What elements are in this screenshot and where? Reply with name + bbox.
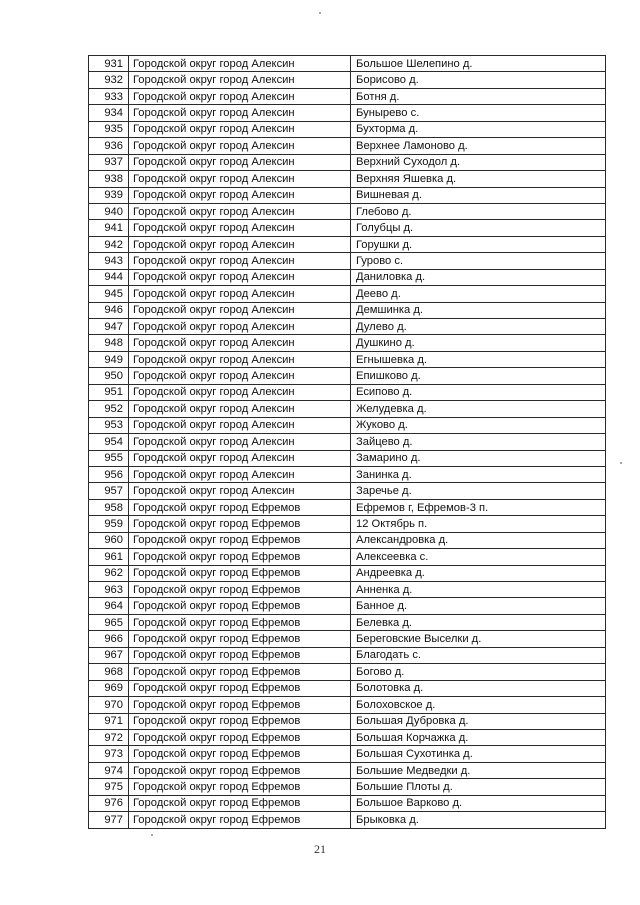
table-row (89, 171, 606, 187)
district-cell: Городской округ город Ефремов (129, 516, 351, 532)
scan-speck (319, 12, 321, 14)
row-number-cell: 942 (89, 236, 129, 252)
table-row (89, 203, 606, 219)
row-number-cell: 934 (89, 105, 129, 121)
row-number-cell: 939 (89, 187, 129, 203)
table-row (89, 466, 606, 482)
settlement-cell: Гурово с. (351, 253, 606, 269)
settlement-cell: Глебово д. (351, 203, 606, 219)
district-cell: Городской округ город Ефремов (129, 614, 351, 630)
district-cell: Городской округ город Ефремов (129, 532, 351, 548)
table-row (89, 697, 606, 713)
row-number-cell: 968 (89, 664, 129, 680)
row-number-cell: 973 (89, 746, 129, 762)
settlement-cell: Верхняя Яшевка д. (351, 171, 606, 187)
district-cell: Городской округ город Ефремов (129, 713, 351, 729)
district-cell: Городской округ город Алексин (129, 450, 351, 466)
settlement-cell: Занинка д. (351, 466, 606, 482)
table-row (89, 532, 606, 548)
district-cell: Городской округ город Алексин (129, 384, 351, 400)
row-number-cell: 975 (89, 779, 129, 795)
district-cell: Городской округ город Алексин (129, 203, 351, 219)
table-row (89, 565, 606, 581)
table-row (89, 680, 606, 696)
row-number-cell: 945 (89, 286, 129, 302)
settlement-cell: Заречье д. (351, 483, 606, 499)
row-number-cell: 944 (89, 269, 129, 285)
row-number-cell: 966 (89, 631, 129, 647)
district-cell: Городской округ город Ефремов (129, 631, 351, 647)
settlements-table (88, 55, 606, 829)
row-number-cell: 932 (89, 72, 129, 88)
row-number-cell: 933 (89, 88, 129, 104)
district-cell: Городской округ город Ефремов (129, 779, 351, 795)
settlement-cell: Бухторма д. (351, 121, 606, 137)
settlement-cell: Большое Варково д. (351, 795, 606, 811)
district-cell: Городской округ город Алексин (129, 417, 351, 433)
district-cell: Городской округ город Алексин (129, 302, 351, 318)
row-number-cell: 953 (89, 417, 129, 433)
district-cell: Городской округ город Алексин (129, 220, 351, 236)
district-cell: Городской округ город Алексин (129, 483, 351, 499)
settlement-cell: Ефремов г, Ефремов-3 п. (351, 499, 606, 515)
page-number: 21 (314, 842, 326, 856)
row-number-cell: 956 (89, 466, 129, 482)
district-cell: Городской округ город Ефремов (129, 549, 351, 565)
settlement-cell: Буныревo с. (351, 105, 606, 121)
district-cell: Городской округ город Алексин (129, 269, 351, 285)
settlement-cell: Банное д. (351, 598, 606, 614)
district-cell: Городской округ город Ефремов (129, 582, 351, 598)
settlement-cell: Деево д. (351, 286, 606, 302)
settlement-cell: Даниловка д. (351, 269, 606, 285)
settlement-cell: Голубцы д. (351, 220, 606, 236)
table-row (89, 236, 606, 252)
district-cell: Городской округ город Алексин (129, 138, 351, 154)
settlement-cell: Брыковка д. (351, 812, 606, 828)
scan-speck (620, 462, 622, 464)
row-number-cell: 957 (89, 483, 129, 499)
table-row (89, 549, 606, 565)
settlement-cell: Дулево д. (351, 319, 606, 335)
settlement-cell: Большая Корчажка д. (351, 729, 606, 745)
table-row (89, 88, 606, 104)
table-row (89, 368, 606, 384)
settlement-cell: Ботня д. (351, 88, 606, 104)
district-cell: Городской округ город Алексин (129, 56, 351, 72)
table-row (89, 795, 606, 811)
table-row (89, 417, 606, 433)
district-cell: Городской округ город Алексин (129, 88, 351, 104)
district-cell: Городской округ город Ефремов (129, 746, 351, 762)
table-row (89, 351, 606, 367)
row-number-cell: 946 (89, 302, 129, 318)
table-row (89, 779, 606, 795)
district-cell: Городской округ город Ефремов (129, 598, 351, 614)
district-cell: Городской округ город Ефремов (129, 565, 351, 581)
table-row (89, 614, 606, 630)
row-number-cell: 952 (89, 401, 129, 417)
row-number-cell: 961 (89, 549, 129, 565)
settlement-cell: 12 Октябрь п. (351, 516, 606, 532)
row-number-cell: 969 (89, 680, 129, 696)
district-cell: Городской округ город Алексин (129, 434, 351, 450)
settlement-cell: Жуково д. (351, 417, 606, 433)
table-row (89, 664, 606, 680)
row-number-cell: 940 (89, 203, 129, 219)
row-number-cell: 964 (89, 598, 129, 614)
settlement-cell: Епишково д. (351, 368, 606, 384)
table-row (89, 631, 606, 647)
row-number-cell: 931 (89, 56, 129, 72)
settlement-cell: Благодать с. (351, 647, 606, 663)
row-number-cell: 949 (89, 351, 129, 367)
table-row (89, 220, 606, 236)
settlement-cell: Болотовка д. (351, 680, 606, 696)
row-number-cell: 965 (89, 614, 129, 630)
district-cell: Городской округ город Ефремов (129, 680, 351, 696)
row-number-cell: 954 (89, 434, 129, 450)
table-row (89, 434, 606, 450)
table-row (89, 483, 606, 499)
table-row (89, 72, 606, 88)
district-cell: Городской округ город Ефремов (129, 762, 351, 778)
table-row (89, 302, 606, 318)
row-number-cell: 958 (89, 499, 129, 515)
district-cell: Городской округ город Ефремов (129, 795, 351, 811)
district-cell: Городской округ город Алексин (129, 368, 351, 384)
settlement-cell: Верхний Суходол д. (351, 154, 606, 170)
district-cell: Городской округ город Алексин (129, 335, 351, 351)
table-row (89, 56, 606, 72)
table-row (89, 582, 606, 598)
row-number-cell: 935 (89, 121, 129, 137)
table-row (89, 762, 606, 778)
scan-speck (151, 834, 153, 836)
settlement-cell: Зайцево д. (351, 434, 606, 450)
row-number-cell: 936 (89, 138, 129, 154)
district-cell: Городской округ город Алексин (129, 171, 351, 187)
district-cell: Городской округ город Ефремов (129, 664, 351, 680)
settlement-cell: Большая Сухотинка д. (351, 746, 606, 762)
table-row (89, 516, 606, 532)
district-cell: Городской округ город Алексин (129, 401, 351, 417)
district-cell: Городской округ город Ефремов (129, 499, 351, 515)
row-number-cell: 963 (89, 582, 129, 598)
settlement-cell: Вишневая д. (351, 187, 606, 203)
row-number-cell: 943 (89, 253, 129, 269)
row-number-cell: 959 (89, 516, 129, 532)
table-row (89, 713, 606, 729)
table-row (89, 647, 606, 663)
table-row (89, 598, 606, 614)
table-row (89, 401, 606, 417)
row-number-cell: 937 (89, 154, 129, 170)
settlement-cell: Горушки д. (351, 236, 606, 252)
table-row (89, 746, 606, 762)
district-cell: Городской округ город Алексин (129, 351, 351, 367)
row-number-cell: 941 (89, 220, 129, 236)
settlements-table-body (89, 56, 606, 829)
settlement-cell: Белевка д. (351, 614, 606, 630)
table-row (89, 812, 606, 828)
table-row (89, 121, 606, 137)
settlement-cell: Большая Дубровка д. (351, 713, 606, 729)
row-number-cell: 955 (89, 450, 129, 466)
district-cell: Городской округ город Ефремов (129, 697, 351, 713)
row-number-cell: 960 (89, 532, 129, 548)
settlement-cell: Андреевка д. (351, 565, 606, 581)
district-cell: Городской округ город Алексин (129, 121, 351, 137)
table-row (89, 253, 606, 269)
table-row (89, 729, 606, 745)
table-row (89, 105, 606, 121)
settlement-cell: Демшинка д. (351, 302, 606, 318)
table-row (89, 138, 606, 154)
table-row (89, 335, 606, 351)
district-cell: Городской округ город Алексин (129, 154, 351, 170)
table-row (89, 269, 606, 285)
settlement-cell: Егнышевка д. (351, 351, 606, 367)
row-number-cell: 948 (89, 335, 129, 351)
row-number-cell: 972 (89, 729, 129, 745)
row-number-cell: 970 (89, 697, 129, 713)
district-cell: Городской округ город Алексин (129, 236, 351, 252)
district-cell: Городской округ город Алексин (129, 286, 351, 302)
table-row (89, 450, 606, 466)
settlement-cell: Богово д. (351, 664, 606, 680)
settlement-cell: Желудевка д. (351, 401, 606, 417)
settlement-cell: Верхнее Ламоново д. (351, 138, 606, 154)
row-number-cell: 950 (89, 368, 129, 384)
settlement-cell: Анненка д. (351, 582, 606, 598)
settlement-cell: Борисово д. (351, 72, 606, 88)
table-row (89, 319, 606, 335)
row-number-cell: 962 (89, 565, 129, 581)
district-cell: Городской округ город Алексин (129, 105, 351, 121)
settlement-cell: Душкино д. (351, 335, 606, 351)
row-number-cell: 967 (89, 647, 129, 663)
district-cell: Городской округ город Алексин (129, 253, 351, 269)
settlement-cell: Есипово д. (351, 384, 606, 400)
table-row (89, 286, 606, 302)
row-number-cell: 974 (89, 762, 129, 778)
settlement-cell: Большое Шелепино д. (351, 56, 606, 72)
district-cell: Городской округ город Алексин (129, 72, 351, 88)
row-number-cell: 947 (89, 319, 129, 335)
row-number-cell: 938 (89, 171, 129, 187)
settlement-cell: Александровка д. (351, 532, 606, 548)
table-row (89, 384, 606, 400)
district-cell: Городской округ город Алексин (129, 187, 351, 203)
table-row (89, 154, 606, 170)
row-number-cell: 951 (89, 384, 129, 400)
district-cell: Городской округ город Ефремов (129, 729, 351, 745)
row-number-cell: 971 (89, 713, 129, 729)
settlement-cell: Большие Медведки д. (351, 762, 606, 778)
district-cell: Городской округ город Ефремов (129, 647, 351, 663)
district-cell: Городской округ город Алексин (129, 319, 351, 335)
settlement-cell: Береговские Выселки д. (351, 631, 606, 647)
district-cell: Городской округ город Алексин (129, 466, 351, 482)
district-cell: Городской округ город Ефремов (129, 812, 351, 828)
settlement-cell: Болоховское д. (351, 697, 606, 713)
row-number-cell: 977 (89, 812, 129, 828)
table-row (89, 499, 606, 515)
settlement-cell: Алексеевка с. (351, 549, 606, 565)
settlement-cell: Замарино д. (351, 450, 606, 466)
table-row (89, 187, 606, 203)
settlement-cell: Большие Плоты д. (351, 779, 606, 795)
row-number-cell: 976 (89, 795, 129, 811)
